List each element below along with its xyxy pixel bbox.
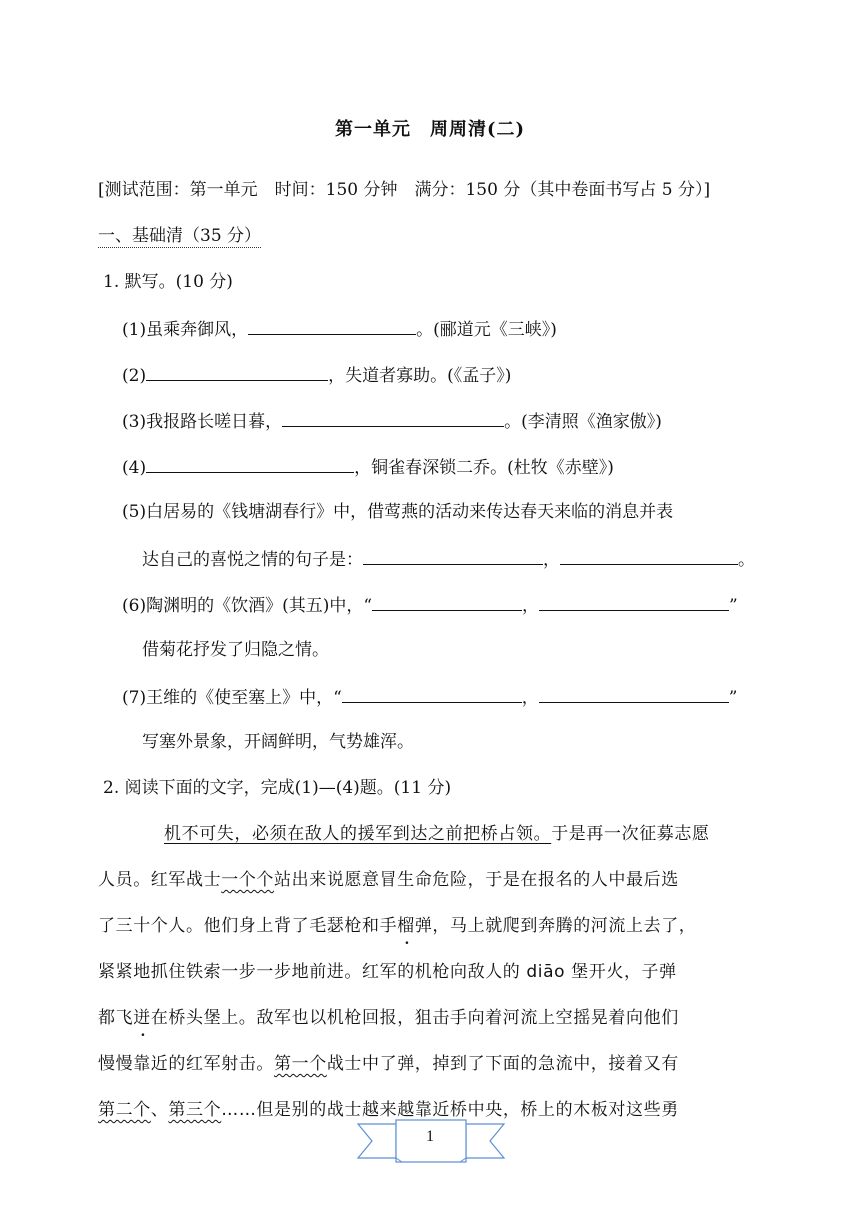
close-quote: ” [728, 688, 738, 708]
dotted-character: 迸 [133, 1008, 151, 1028]
passage-line-6 [98, 1052, 782, 1076]
passage-line-3 [98, 914, 782, 938]
q1-item-3-prefix: (3)我报路长嗟日暮， [122, 412, 283, 432]
answer-blank[interactable] [372, 592, 522, 611]
passage-text: 站出来说愿意冒生命危险，于是在报名的人中最后选 [274, 870, 679, 890]
q1-item-2-suffix: ，失道者寡助。(《孟子》) [328, 366, 512, 386]
test-info: [测试范围：第一单元 时间：150 分钟 满分：150 分（其中卷面书写占 5 分）] [98, 180, 711, 200]
passage-text: 在桥头堡上。敌军也以机枪回报，狙击手向着河流上空摇晃着向他们 [150, 1008, 679, 1028]
passage-text: 了三十个人。他们身上背了毛瑟枪和手 [98, 916, 398, 936]
passage-text: 人员。红军战士 [98, 870, 222, 890]
wavy-underlined-word: 一个个 [221, 870, 275, 890]
q1-item-4-suffix: ，铜雀春深锁二乔。(杜牧《赤壁》) [354, 458, 614, 478]
section-heading [98, 224, 261, 248]
passage-line-1 [164, 822, 782, 846]
dotted-character: 榴 [397, 916, 415, 936]
answer-blank[interactable] [539, 592, 729, 611]
period: 。 [738, 550, 755, 570]
wavy-underlined-word: 第二个 [98, 1100, 151, 1120]
q1-item-1-suffix: 。(郦道元《三峡》) [416, 320, 557, 340]
wavy-underlined-word: 第三个 [168, 1100, 222, 1120]
q1-item-3-suffix: 。(李清照《渔家傲》) [504, 412, 662, 432]
answer-blank[interactable] [146, 454, 354, 473]
passage-line-4: 紧紧地抓住铁索一步一步地前进。红军的机枪向敌人的 diāo 堡开火，子弹 [98, 962, 677, 982]
q1-item-6-line-1 [122, 592, 738, 618]
passage-text: 战士中了弹，掉到了下面的急流中，接着又有 [326, 1054, 679, 1074]
answer-blank[interactable] [146, 362, 328, 381]
passage-text: ……但是别的战士越来越靠近桥中央，桥上的木板对这些勇 [221, 1100, 679, 1120]
page-title: 第一单元 周周清(二) [334, 119, 526, 140]
page-number: 1 [426, 1128, 434, 1145]
answer-blank[interactable] [363, 546, 543, 565]
q1-item-4 [122, 454, 614, 480]
q1-item-6-line-2: 借菊花抒发了归隐之情。 [142, 640, 329, 660]
q1-item-5-line-1: (5)白居易的《钱塘湖春行》中，借莺燕的活动来传达春天来临的消息并表 [122, 502, 674, 522]
passage-text: 、 [150, 1100, 169, 1120]
answer-blank[interactable] [539, 684, 729, 703]
passage-text: 都飞 [98, 1008, 134, 1028]
passage-line-5 [98, 1006, 782, 1030]
q1-item-2-prefix: (2) [122, 366, 147, 386]
passage-text: 于是再一次征募志愿 [551, 824, 710, 844]
q1-item-5-line-2 [142, 546, 755, 572]
question-2-label: 2. 阅读下面的文字，完成(1)—(4)题。(11 分) [103, 778, 452, 798]
comma: ， [543, 550, 560, 570]
answer-blank[interactable] [560, 546, 738, 565]
answer-blank[interactable] [342, 684, 522, 703]
q1-item-1 [122, 316, 557, 342]
q1-item-7-prefix: (7)王维的《使至塞上》中，“ [122, 688, 342, 708]
passage-text: 慢慢靠近的红军射击。 [98, 1054, 274, 1074]
section-heading-text: 一、基础清（35 分） [98, 226, 262, 246]
answer-blank[interactable] [248, 316, 416, 335]
passage-line-2 [98, 868, 782, 892]
q1-item-4-prefix: (4) [122, 458, 147, 478]
underlined-sentence: 机不可失，必须在敌人的援军到达之前把桥占领。 [164, 824, 552, 844]
q1-item-7-line-2: 写塞外景象，开阔鲜明，气势雄浑。 [142, 732, 414, 752]
q1-item-6-prefix: (6)陶渊明的《饮酒》(其五)中，“ [122, 596, 373, 616]
comma: ， [521, 688, 539, 708]
q1-item-3 [122, 408, 662, 434]
close-quote: ” [729, 596, 738, 616]
q1-item-1-prefix: (1)虽乘奔御风， [122, 320, 249, 340]
wavy-underlined-word: 第一个 [274, 1054, 327, 1074]
passage-text: 弹，马上就爬到奔腾的河流上去了， [414, 916, 697, 936]
comma: ， [522, 596, 540, 616]
question-1-label: 1. 默写。(10 分) [103, 272, 233, 292]
q1-item-2 [122, 362, 511, 388]
q1-item-7-line-1 [122, 684, 737, 710]
q1-item-5-prefix: 达自己的喜悦之情的句子是： [142, 550, 363, 570]
answer-blank[interactable] [282, 408, 504, 427]
